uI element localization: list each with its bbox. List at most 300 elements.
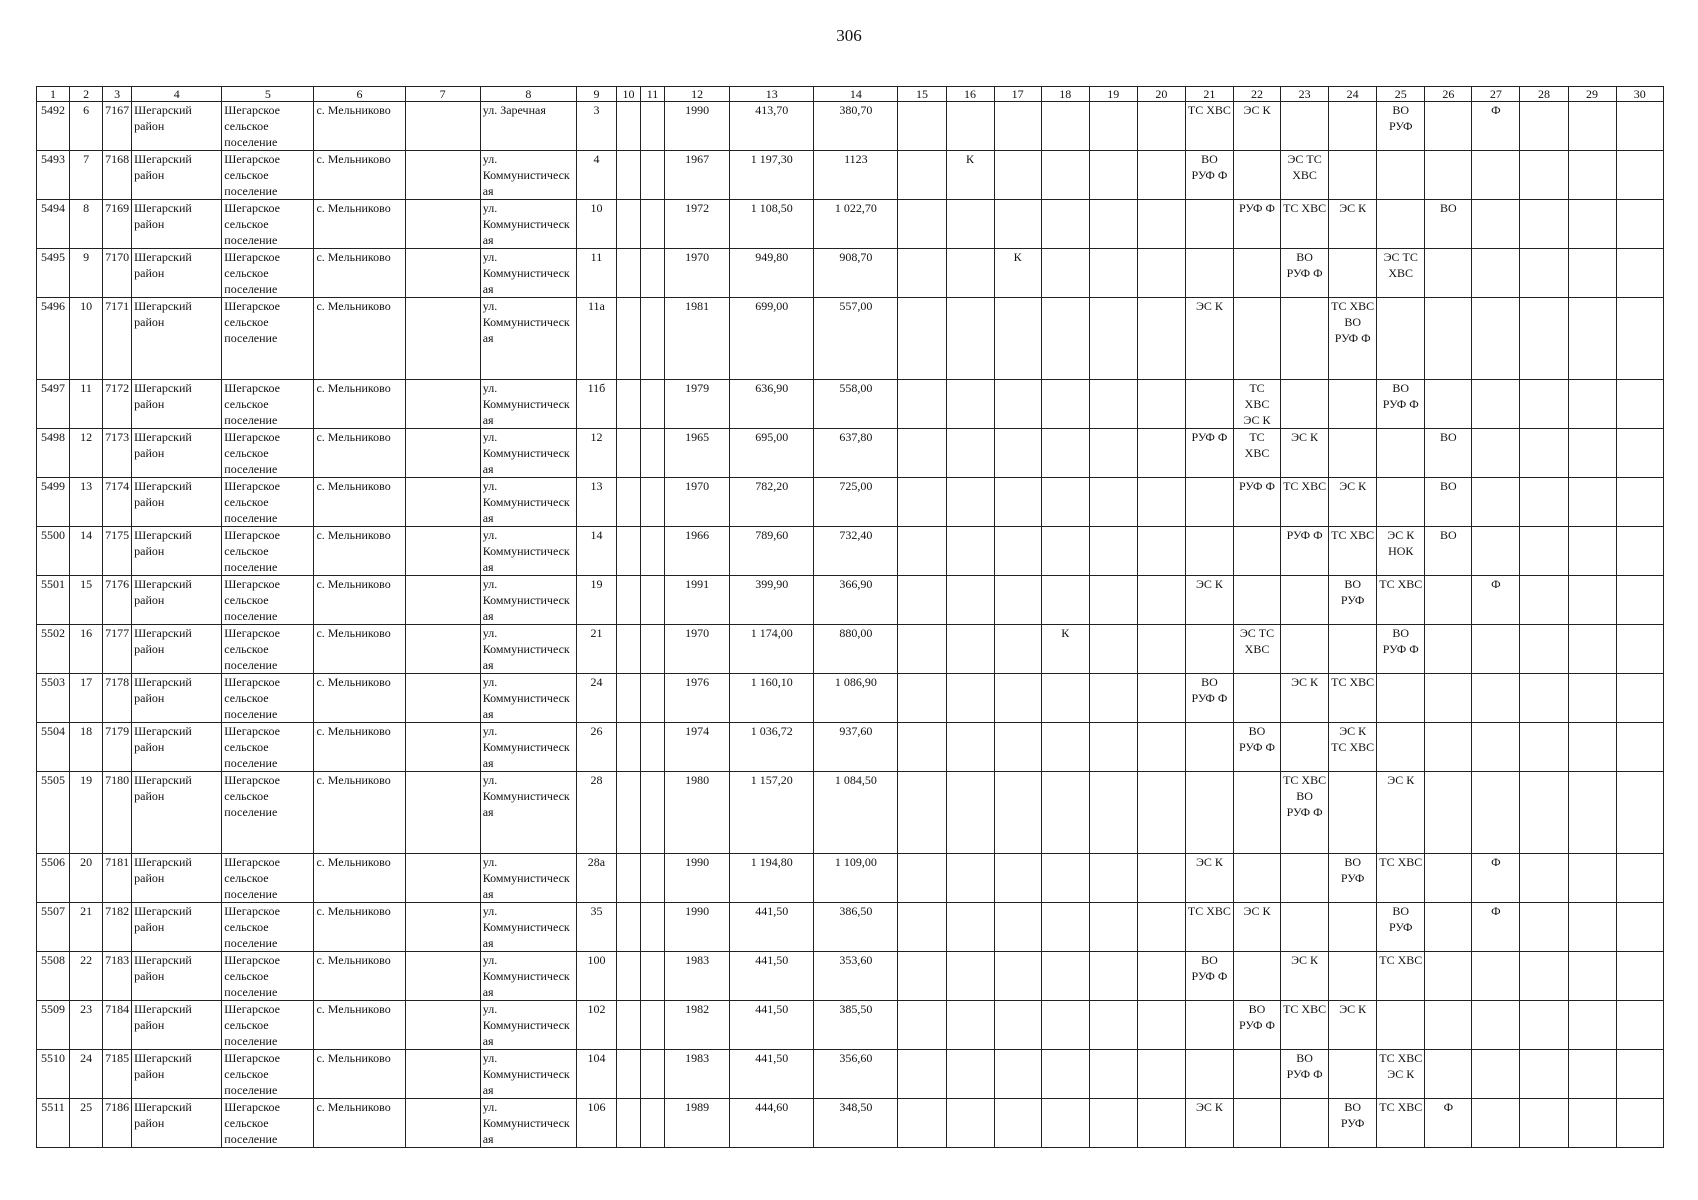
cell-col-21	[1185, 723, 1233, 772]
cell-col-22: ВО РУФ Ф	[1233, 723, 1280, 772]
cell-item-no: 9	[70, 249, 103, 298]
column-header-25: 25	[1377, 87, 1425, 102]
cell-col-10	[616, 298, 640, 380]
cell-col-17	[994, 478, 1041, 527]
cell-col-20	[1137, 952, 1185, 1001]
cell-district: Шегарский район	[132, 576, 222, 625]
cell-col-27	[1472, 723, 1520, 772]
cell-col-17	[994, 576, 1041, 625]
cell-col-15	[898, 772, 946, 854]
cell-id: 7186	[103, 1099, 132, 1148]
cell-item-no: 11	[70, 380, 103, 429]
cell-col-18	[1041, 723, 1089, 772]
cell-area-living: 1123	[814, 151, 898, 200]
cell-record-no: 5503	[37, 674, 70, 723]
cell-col-27	[1472, 527, 1520, 576]
cell-area-living: 937,60	[814, 723, 898, 772]
cell-col-22	[1233, 298, 1280, 380]
cell-col-30	[1616, 298, 1663, 380]
cell-col-27	[1472, 249, 1520, 298]
cell-col-21	[1185, 200, 1233, 249]
cell-col-17	[994, 380, 1041, 429]
column-header-24: 24	[1329, 87, 1377, 102]
cell-street: ул. Коммунистическая	[480, 625, 576, 674]
cell-house: 11	[576, 249, 616, 298]
cell-col-26	[1425, 380, 1472, 429]
cell-col-19	[1089, 527, 1137, 576]
cell-col-27: Ф	[1472, 102, 1520, 151]
cell-id: 7170	[103, 249, 132, 298]
cell-col-27	[1472, 772, 1520, 854]
cell-locality: с. Мельниково	[314, 429, 405, 478]
cell-col-21: ЭС К	[1185, 854, 1233, 903]
column-header-26: 26	[1425, 87, 1472, 102]
cell-col-15	[898, 478, 946, 527]
cell-col-29	[1568, 478, 1616, 527]
column-header-5: 5	[222, 87, 314, 102]
cell-house: 4	[576, 151, 616, 200]
cell-year: 1966	[665, 527, 730, 576]
cell-col-19	[1089, 625, 1137, 674]
column-header-20: 20	[1137, 87, 1185, 102]
cell-settlement: Шегарское сельское поселение	[222, 1099, 314, 1148]
cell-col-7	[405, 249, 480, 298]
cell-col-11	[641, 298, 665, 380]
cell-col-15	[898, 1099, 946, 1148]
cell-record-no: 5493	[37, 151, 70, 200]
column-header-29: 29	[1568, 87, 1616, 102]
cell-district: Шегарский район	[132, 625, 222, 674]
table-row	[37, 429, 1664, 478]
cell-year: 1970	[665, 625, 730, 674]
cell-col-25	[1377, 478, 1425, 527]
cell-locality: с. Мельниково	[314, 527, 405, 576]
cell-col-20	[1137, 625, 1185, 674]
column-header-12: 12	[665, 87, 730, 102]
cell-street: ул. Коммунистическая	[480, 772, 576, 854]
cell-col-16	[946, 102, 994, 151]
cell-col-24: ЭС К	[1329, 1001, 1377, 1050]
cell-col-7	[405, 1050, 480, 1099]
cell-area-total: 1 197,30	[730, 151, 814, 200]
cell-col-18	[1041, 576, 1089, 625]
cell-street: ул. Коммунистическая	[480, 429, 576, 478]
cell-col-18	[1041, 1001, 1089, 1050]
cell-col-28	[1520, 1001, 1568, 1050]
cell-house: 19	[576, 576, 616, 625]
cell-col-22: ТС ХВС	[1233, 429, 1280, 478]
cell-year: 1970	[665, 478, 730, 527]
cell-col-7	[405, 772, 480, 854]
cell-year: 1980	[665, 772, 730, 854]
cell-col-20	[1137, 1099, 1185, 1148]
cell-col-24: ВО РУФ	[1329, 1099, 1377, 1148]
table-row	[37, 952, 1664, 1001]
cell-col-19	[1089, 854, 1137, 903]
cell-col-16	[946, 298, 994, 380]
table-body	[37, 102, 1664, 1148]
cell-street: ул. Коммунистическая	[480, 1050, 576, 1099]
table-row	[37, 854, 1664, 903]
cell-col-23	[1281, 298, 1329, 380]
cell-col-22: ЭС К	[1233, 102, 1280, 151]
cell-col-19	[1089, 674, 1137, 723]
cell-col-29	[1568, 527, 1616, 576]
cell-year: 1989	[665, 1099, 730, 1148]
table-row	[37, 1001, 1664, 1050]
cell-col-29	[1568, 625, 1616, 674]
cell-district: Шегарский район	[132, 1099, 222, 1148]
cell-col-10	[616, 952, 640, 1001]
cell-area-total: 441,50	[730, 903, 814, 952]
cell-col-30	[1616, 1050, 1663, 1099]
cell-col-17	[994, 429, 1041, 478]
cell-col-28	[1520, 625, 1568, 674]
cell-col-25: ЭС ТС ХВС	[1377, 249, 1425, 298]
cell-col-23: ЭС К	[1281, 952, 1329, 1001]
cell-col-21: ВО РУФ Ф	[1185, 952, 1233, 1001]
cell-col-7	[405, 674, 480, 723]
cell-street: ул. Коммунистическая	[480, 478, 576, 527]
cell-col-29	[1568, 903, 1616, 952]
cell-col-19	[1089, 380, 1137, 429]
cell-col-29	[1568, 1050, 1616, 1099]
housing-register-table	[36, 86, 1664, 1148]
cell-col-25	[1377, 723, 1425, 772]
cell-col-18	[1041, 854, 1089, 903]
cell-house: 100	[576, 952, 616, 1001]
cell-col-26	[1425, 723, 1472, 772]
cell-col-25: ТС ХВС	[1377, 854, 1425, 903]
cell-col-26	[1425, 674, 1472, 723]
cell-col-18	[1041, 151, 1089, 200]
cell-col-25: ЭС К	[1377, 772, 1425, 854]
cell-col-23: ВО РУФ Ф	[1281, 249, 1329, 298]
cell-col-25: ВО РУФ Ф	[1377, 625, 1425, 674]
cell-area-total: 441,50	[730, 1050, 814, 1099]
cell-settlement: Шегарское сельское поселение	[222, 478, 314, 527]
column-header-9: 9	[576, 87, 616, 102]
cell-id: 7171	[103, 298, 132, 380]
cell-col-29	[1568, 249, 1616, 298]
cell-col-16: К	[946, 151, 994, 200]
cell-street: ул. Коммунистическая	[480, 576, 576, 625]
cell-col-22	[1233, 674, 1280, 723]
cell-col-17	[994, 1001, 1041, 1050]
cell-col-22: ЭС ТС ХВС	[1233, 625, 1280, 674]
cell-id: 7178	[103, 674, 132, 723]
cell-col-27: Ф	[1472, 576, 1520, 625]
cell-record-no: 5495	[37, 249, 70, 298]
cell-col-16	[946, 429, 994, 478]
cell-item-no: 18	[70, 723, 103, 772]
cell-col-18	[1041, 1050, 1089, 1099]
cell-col-10	[616, 102, 640, 151]
cell-col-28	[1520, 1099, 1568, 1148]
cell-col-10	[616, 429, 640, 478]
cell-col-19	[1089, 249, 1137, 298]
cell-col-18	[1041, 478, 1089, 527]
cell-col-10	[616, 200, 640, 249]
cell-col-23	[1281, 625, 1329, 674]
cell-col-21	[1185, 1050, 1233, 1099]
cell-house: 26	[576, 723, 616, 772]
cell-col-10	[616, 723, 640, 772]
cell-area-total: 1 108,50	[730, 200, 814, 249]
cell-col-7	[405, 380, 480, 429]
cell-col-19	[1089, 298, 1137, 380]
cell-year: 1970	[665, 249, 730, 298]
cell-area-living: 366,90	[814, 576, 898, 625]
cell-record-no: 5501	[37, 576, 70, 625]
cell-col-23: ЭС К	[1281, 429, 1329, 478]
cell-col-27	[1472, 478, 1520, 527]
cell-settlement: Шегарское сельское поселение	[222, 249, 314, 298]
cell-col-7	[405, 151, 480, 200]
cell-col-11	[641, 674, 665, 723]
cell-col-23	[1281, 854, 1329, 903]
cell-col-16	[946, 527, 994, 576]
cell-col-27	[1472, 429, 1520, 478]
cell-col-10	[616, 1001, 640, 1050]
cell-col-26: Ф	[1425, 1099, 1472, 1148]
table-row	[37, 478, 1664, 527]
cell-area-living: 356,60	[814, 1050, 898, 1099]
cell-locality: с. Мельниково	[314, 952, 405, 1001]
cell-street: ул. Коммунистическая	[480, 249, 576, 298]
cell-street: ул. Коммунистическая	[480, 723, 576, 772]
cell-district: Шегарский район	[132, 478, 222, 527]
cell-house: 102	[576, 1001, 616, 1050]
cell-col-10	[616, 478, 640, 527]
cell-col-26	[1425, 298, 1472, 380]
cell-area-living: 908,70	[814, 249, 898, 298]
cell-col-25	[1377, 429, 1425, 478]
cell-col-17	[994, 298, 1041, 380]
cell-col-24	[1329, 625, 1377, 674]
cell-col-27	[1472, 952, 1520, 1001]
cell-item-no: 14	[70, 527, 103, 576]
cell-col-20	[1137, 200, 1185, 249]
cell-col-30	[1616, 1099, 1663, 1148]
cell-col-11	[641, 527, 665, 576]
cell-locality: с. Мельниково	[314, 854, 405, 903]
cell-col-25: ВО РУФ Ф	[1377, 380, 1425, 429]
cell-settlement: Шегарское сельское поселение	[222, 723, 314, 772]
column-header-4: 4	[132, 87, 222, 102]
cell-col-21	[1185, 625, 1233, 674]
cell-col-29	[1568, 298, 1616, 380]
column-header-18: 18	[1041, 87, 1089, 102]
cell-col-26	[1425, 1001, 1472, 1050]
cell-locality: с. Мельниково	[314, 1050, 405, 1099]
cell-col-30	[1616, 200, 1663, 249]
cell-col-30	[1616, 1001, 1663, 1050]
cell-col-24	[1329, 102, 1377, 151]
cell-item-no: 22	[70, 952, 103, 1001]
cell-id: 7185	[103, 1050, 132, 1099]
cell-col-28	[1520, 249, 1568, 298]
cell-record-no: 5500	[37, 527, 70, 576]
cell-area-living: 725,00	[814, 478, 898, 527]
cell-area-total: 1 174,00	[730, 625, 814, 674]
cell-col-11	[641, 952, 665, 1001]
cell-id: 7173	[103, 429, 132, 478]
cell-col-28	[1520, 102, 1568, 151]
cell-street: ул. Коммунистическая	[480, 952, 576, 1001]
cell-id: 7180	[103, 772, 132, 854]
cell-area-total: 444,60	[730, 1099, 814, 1148]
cell-col-29	[1568, 723, 1616, 772]
cell-col-24	[1329, 1050, 1377, 1099]
cell-col-30	[1616, 478, 1663, 527]
cell-col-15	[898, 1050, 946, 1099]
cell-col-20	[1137, 723, 1185, 772]
cell-id: 7176	[103, 576, 132, 625]
cell-col-11	[641, 478, 665, 527]
cell-col-23	[1281, 1099, 1329, 1148]
cell-col-11	[641, 625, 665, 674]
cell-district: Шегарский район	[132, 102, 222, 151]
cell-col-10	[616, 772, 640, 854]
cell-col-27: Ф	[1472, 903, 1520, 952]
cell-area-living: 637,80	[814, 429, 898, 478]
cell-col-20	[1137, 249, 1185, 298]
cell-col-17	[994, 1099, 1041, 1148]
cell-col-16	[946, 903, 994, 952]
cell-item-no: 7	[70, 151, 103, 200]
cell-district: Шегарский район	[132, 1001, 222, 1050]
cell-district: Шегарский район	[132, 298, 222, 380]
cell-col-27	[1472, 200, 1520, 249]
cell-house: 11б	[576, 380, 616, 429]
cell-col-29	[1568, 1001, 1616, 1050]
cell-locality: с. Мельниково	[314, 903, 405, 952]
cell-district: Шегарский район	[132, 772, 222, 854]
column-header-14: 14	[814, 87, 898, 102]
table-row	[37, 249, 1664, 298]
cell-id: 7181	[103, 854, 132, 903]
cell-col-25	[1377, 674, 1425, 723]
cell-col-21	[1185, 772, 1233, 854]
cell-house: 24	[576, 674, 616, 723]
cell-col-18	[1041, 952, 1089, 1001]
cell-street: ул. Коммунистическая	[480, 527, 576, 576]
cell-col-30	[1616, 576, 1663, 625]
cell-district: Шегарский район	[132, 200, 222, 249]
cell-area-total: 413,70	[730, 102, 814, 151]
cell-col-11	[641, 151, 665, 200]
cell-col-16	[946, 723, 994, 772]
cell-settlement: Шегарское сельское поселение	[222, 674, 314, 723]
cell-id: 7177	[103, 625, 132, 674]
cell-col-17	[994, 1050, 1041, 1099]
cell-settlement: Шегарское сельское поселение	[222, 903, 314, 952]
column-header-1: 1	[37, 87, 70, 102]
cell-col-7	[405, 298, 480, 380]
cell-col-24	[1329, 903, 1377, 952]
cell-record-no: 5504	[37, 723, 70, 772]
cell-col-19	[1089, 903, 1137, 952]
cell-col-20	[1137, 1001, 1185, 1050]
cell-col-16	[946, 952, 994, 1001]
cell-locality: с. Мельниково	[314, 380, 405, 429]
cell-area-living: 353,60	[814, 952, 898, 1001]
cell-col-11	[641, 1099, 665, 1148]
cell-col-20	[1137, 576, 1185, 625]
column-header-15: 15	[898, 87, 946, 102]
cell-col-22	[1233, 772, 1280, 854]
cell-col-15	[898, 429, 946, 478]
cell-col-19	[1089, 478, 1137, 527]
cell-house: 11а	[576, 298, 616, 380]
cell-record-no: 5492	[37, 102, 70, 151]
cell-col-24: ЭС К	[1329, 200, 1377, 249]
column-header-11: 11	[641, 87, 665, 102]
cell-col-23: ТС ХВС	[1281, 478, 1329, 527]
cell-col-23	[1281, 903, 1329, 952]
cell-id: 7183	[103, 952, 132, 1001]
column-header-21: 21	[1185, 87, 1233, 102]
cell-col-29	[1568, 674, 1616, 723]
cell-house: 14	[576, 527, 616, 576]
cell-locality: с. Мельниково	[314, 723, 405, 772]
cell-col-17	[994, 625, 1041, 674]
cell-col-28	[1520, 200, 1568, 249]
cell-col-11	[641, 903, 665, 952]
cell-year: 1972	[665, 200, 730, 249]
cell-col-17	[994, 674, 1041, 723]
cell-locality: с. Мельниково	[314, 102, 405, 151]
cell-locality: с. Мельниково	[314, 298, 405, 380]
cell-street: ул. Коммунистическая	[480, 1001, 576, 1050]
cell-house: 106	[576, 1099, 616, 1148]
column-header-2: 2	[70, 87, 103, 102]
cell-item-no: 16	[70, 625, 103, 674]
cell-col-28	[1520, 380, 1568, 429]
cell-col-26	[1425, 102, 1472, 151]
cell-col-25: ТС ХВС	[1377, 576, 1425, 625]
cell-col-30	[1616, 380, 1663, 429]
column-header-16: 16	[946, 87, 994, 102]
table-row	[37, 151, 1664, 200]
cell-col-20	[1137, 903, 1185, 952]
cell-col-20	[1137, 429, 1185, 478]
cell-id: 7175	[103, 527, 132, 576]
cell-year: 1976	[665, 674, 730, 723]
column-header-19: 19	[1089, 87, 1137, 102]
cell-settlement: Шегарское сельское поселение	[222, 952, 314, 1001]
cell-col-28	[1520, 854, 1568, 903]
cell-col-28	[1520, 151, 1568, 200]
cell-col-23: ЭС ТС ХВС	[1281, 151, 1329, 200]
cell-col-20	[1137, 772, 1185, 854]
cell-col-11	[641, 249, 665, 298]
cell-col-23: ТС ХВС ВО РУФ Ф	[1281, 772, 1329, 854]
cell-col-17	[994, 772, 1041, 854]
cell-col-20	[1137, 1050, 1185, 1099]
cell-item-no: 6	[70, 102, 103, 151]
cell-house: 104	[576, 1050, 616, 1099]
cell-col-26	[1425, 249, 1472, 298]
cell-col-15	[898, 298, 946, 380]
column-header-23: 23	[1281, 87, 1329, 102]
cell-col-25	[1377, 200, 1425, 249]
cell-col-20	[1137, 298, 1185, 380]
cell-col-26	[1425, 903, 1472, 952]
cell-col-21	[1185, 249, 1233, 298]
cell-house: 28а	[576, 854, 616, 903]
